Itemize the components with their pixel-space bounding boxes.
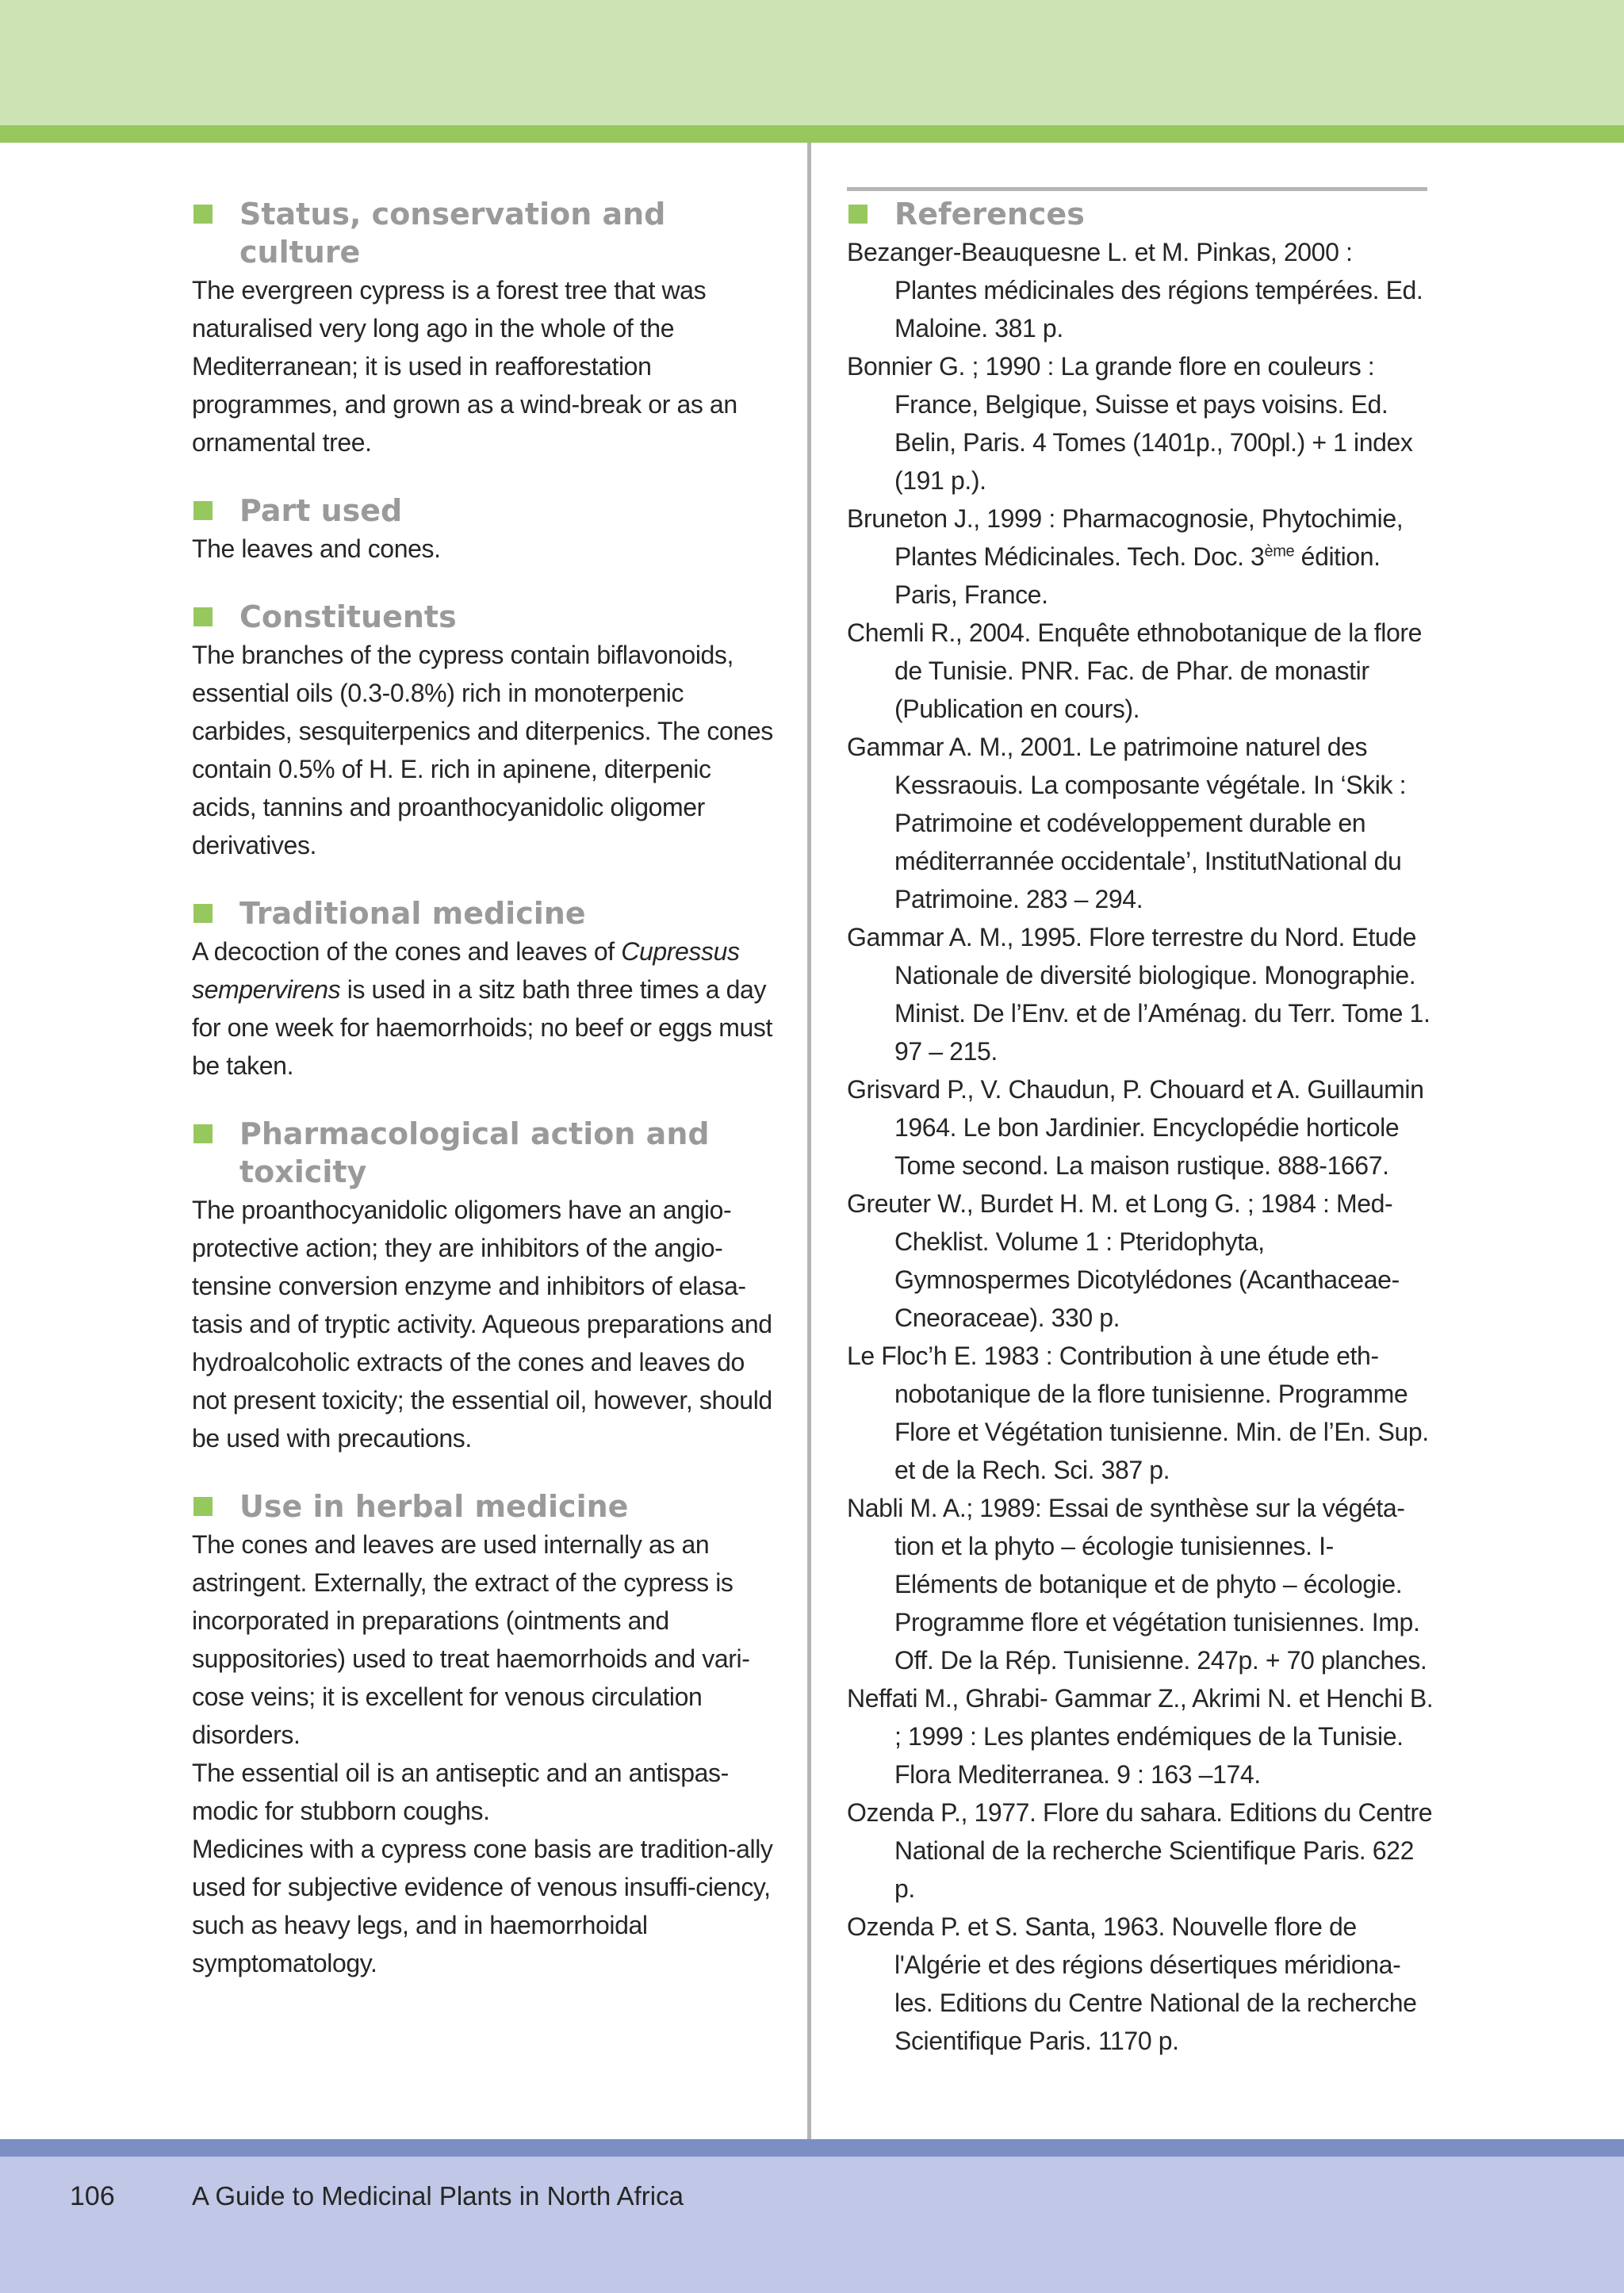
section-heading [192,195,776,271]
section-heading-text: Traditional medicine [239,896,586,931]
reference-item [847,500,1434,614]
square-bullet-icon [193,205,213,224]
footer-band [0,2157,1624,2293]
reference-text: édition. Paris, France. [894,542,1381,609]
section-constituents [192,598,776,864]
section-heading-text: Use in herbal medicine [239,1489,629,1524]
section-heading-text: Pharmacological action and toxicity [239,1116,710,1189]
section-paragraph: The evergreen cypress is a forest tree that was naturalised very long ago in the whole of the Mediterranean; it is used in reafforestation programmes, and grown as a wind-break or as an ornamental tree. [192,276,737,457]
reference-item: Gammar A. M., 2001. Le patrimoine naturel des Kessraouis. La composante végétale. In ‘Skik : Patrimoine et codéveloppement durable en méditerrannée occidentale’, InstitutNational du Patrimoine. 283 – 294. [847,733,1407,913]
species-name: Cupressus sempervirens [192,937,740,1004]
book-title: A Guide to Medicinal Plants in North Africa [192,2181,684,2211]
reference-item: Le Floc’h E. 1983 : Contribution à une étude eth-nobotanique de la flore tunisienne. Programme Flore et Végétation tunisienne. Min. de l’En. Sup. et de la Rech. Sci. 387 p. [847,1342,1429,1484]
section-paragraph: The branches of the cypress contain biflavonoids, essential oils (0.3-0.8%) rich in monoterpenic carbides, sesquiterpenics and diterpenics. The cones contain 0.5% of H. E. rich in apinene, diterpenic acids, tannins and proanthocyanidolic oligomer derivatives. [192,641,773,859]
reference-list [847,233,1434,2060]
section-heading-text: Part used [239,493,403,528]
references-heading [847,195,1434,233]
section-pharmacological-action [192,1115,776,1457]
section-heading [192,1487,776,1525]
top-green-band [0,0,1624,125]
reference-item: Grisvard P., V. Chaudun, P. Chouard et A. Guillaumin 1964. Le bon Jardinier. Encyclopédie horticole Tome second. La maison rustique. 888-1667. [847,1075,1424,1180]
reference-item: Ozenda P., 1977. Flore du sahara. Editions du Centre National de la recherche Scientifique Paris. 622 p. [847,1798,1433,1903]
reference-item: Greuter W., Burdet H. M. et Long G. ; 1984 : Med-Cheklist. Volume 1 : Pteridophyta, Gymnospermes Dicotylédones (Acanthaceae-Cneoraceae). 330 p. [847,1189,1400,1332]
references-heading-text: References [894,197,1085,232]
section-heading [192,598,776,636]
page-number: 106 [70,2181,115,2211]
square-bullet-icon [193,1497,213,1516]
reference-item: Bezanger-Beauquesne L. et M. Pinkas, 2000 : Plantes médicinales des régions tempérées. Ed. Maloine. 381 p. [847,238,1423,343]
square-bullet-icon [193,501,213,520]
section-herbal-medicine [192,1487,776,1982]
section-paragraph: The essential oil is an antiseptic and an antispas-modic for stubborn coughs. [192,1759,729,1825]
square-bullet-icon [848,205,868,224]
section-traditional-medicine [192,894,776,1085]
reference-item: Neffati M., Ghrabi- Gammar Z., Akrimi N. et Henchi B. ; 1999 : Les plantes endémiques de la Tunisie. Flora Mediterranea. 9 : 163 –174. [847,1684,1434,1789]
section-heading [192,894,776,932]
top-green-rule [0,125,1624,143]
section-status-conservation [192,195,776,461]
references-top-rule [847,187,1427,191]
section-paragraph: The proanthocyanidolic oligomers have an angio-protective action; they are inhibitors of the angio-tensine conversion enzyme and inhibitors of elasa-tasis and of tryptic activity. Aqueous preparations and hydroalcoholic extracts of the cones and leaves do not present toxicity; the essential oil, however, should be used with precautions. [192,1196,772,1453]
section-paragraph: Medicines with a cypress cone basis are tradition-ally used for subjective evidence of venous insuffi-ciency, such as heavy legs, and in haemorrhoidal symptomatology. [192,1835,773,1977]
left-column [192,195,776,2012]
square-bullet-icon [193,904,213,923]
reference-item: Gammar A. M., 1995. Flore terrestre du Nord. Etude Nationale de diversité biologique. Monographie. Minist. De l’Env. et de l’Aménag. du Terr. Tome 1. 97 – 215. [847,923,1431,1066]
section-paragraph: The cones and leaves are used internally as an astringent. Externally, the extract of the cypress is incorporated in preparations (ointments and suppositories) used to treat haemorrhoids and vari-cose veins; it is excellent for venous circulation disorders. [192,1530,750,1749]
section-heading [192,492,776,530]
section-heading-text: Constituents [239,599,457,634]
reference-item: Nabli M. A.; 1989: Essai de synthèse sur la végéta-tion et la phyto – écologie tunisiennes. I-Eléments de botanique et de phyto – écologie. Programme flore et végétation tunisiennes. Imp. Off. De la Rép. Tunisienne. 247p. + 70 planches. [847,1494,1427,1675]
paragraph-text: is used in a sitz bath three times a day for one week for haemorrhoids; no beef or eggs must be taken. [192,975,773,1080]
section-paragraph: The leaves and cones. [192,534,441,563]
right-column [847,195,1434,2060]
square-bullet-icon [193,607,213,626]
reference-item: Chemli R., 2004. Enquête ethnobotanique de la flore de Tunisie. PNR. Fac. de Phar. de monastir (Publication en cours). [847,618,1423,723]
reference-item: Ozenda P. et S. Santa, 1963. Nouvelle flore de l'Algérie et des régions désertiques méridiona-les. Editions du Centre National de la recherche Scientifique Paris. 1170 p. [847,1912,1417,2055]
square-bullet-icon [193,1124,213,1143]
footer-blue-rule [0,2139,1624,2157]
section-part-used [192,492,776,568]
reference-superscript: ème [1264,542,1295,561]
reference-item: Bonnier G. ; 1990 : La grande flore en couleurs : France, Belgique, Suisse et pays voisins. Ed. Belin, Paris. 4 Tomes (1401p., 700pl.) + 1 index (191 p.). [847,352,1413,495]
paragraph-text: A decoction of the cones and leaves of [192,937,622,966]
section-paragraph [192,932,776,1085]
column-divider [807,143,811,2139]
section-heading-text: Status, conservation and culture [239,197,666,270]
reference-text: Bruneton J., 1999 : Pharmacognosie, Phytochimie, Plantes Médicinales. Tech. Doc. 3 [847,504,1404,571]
section-heading [192,1115,776,1191]
